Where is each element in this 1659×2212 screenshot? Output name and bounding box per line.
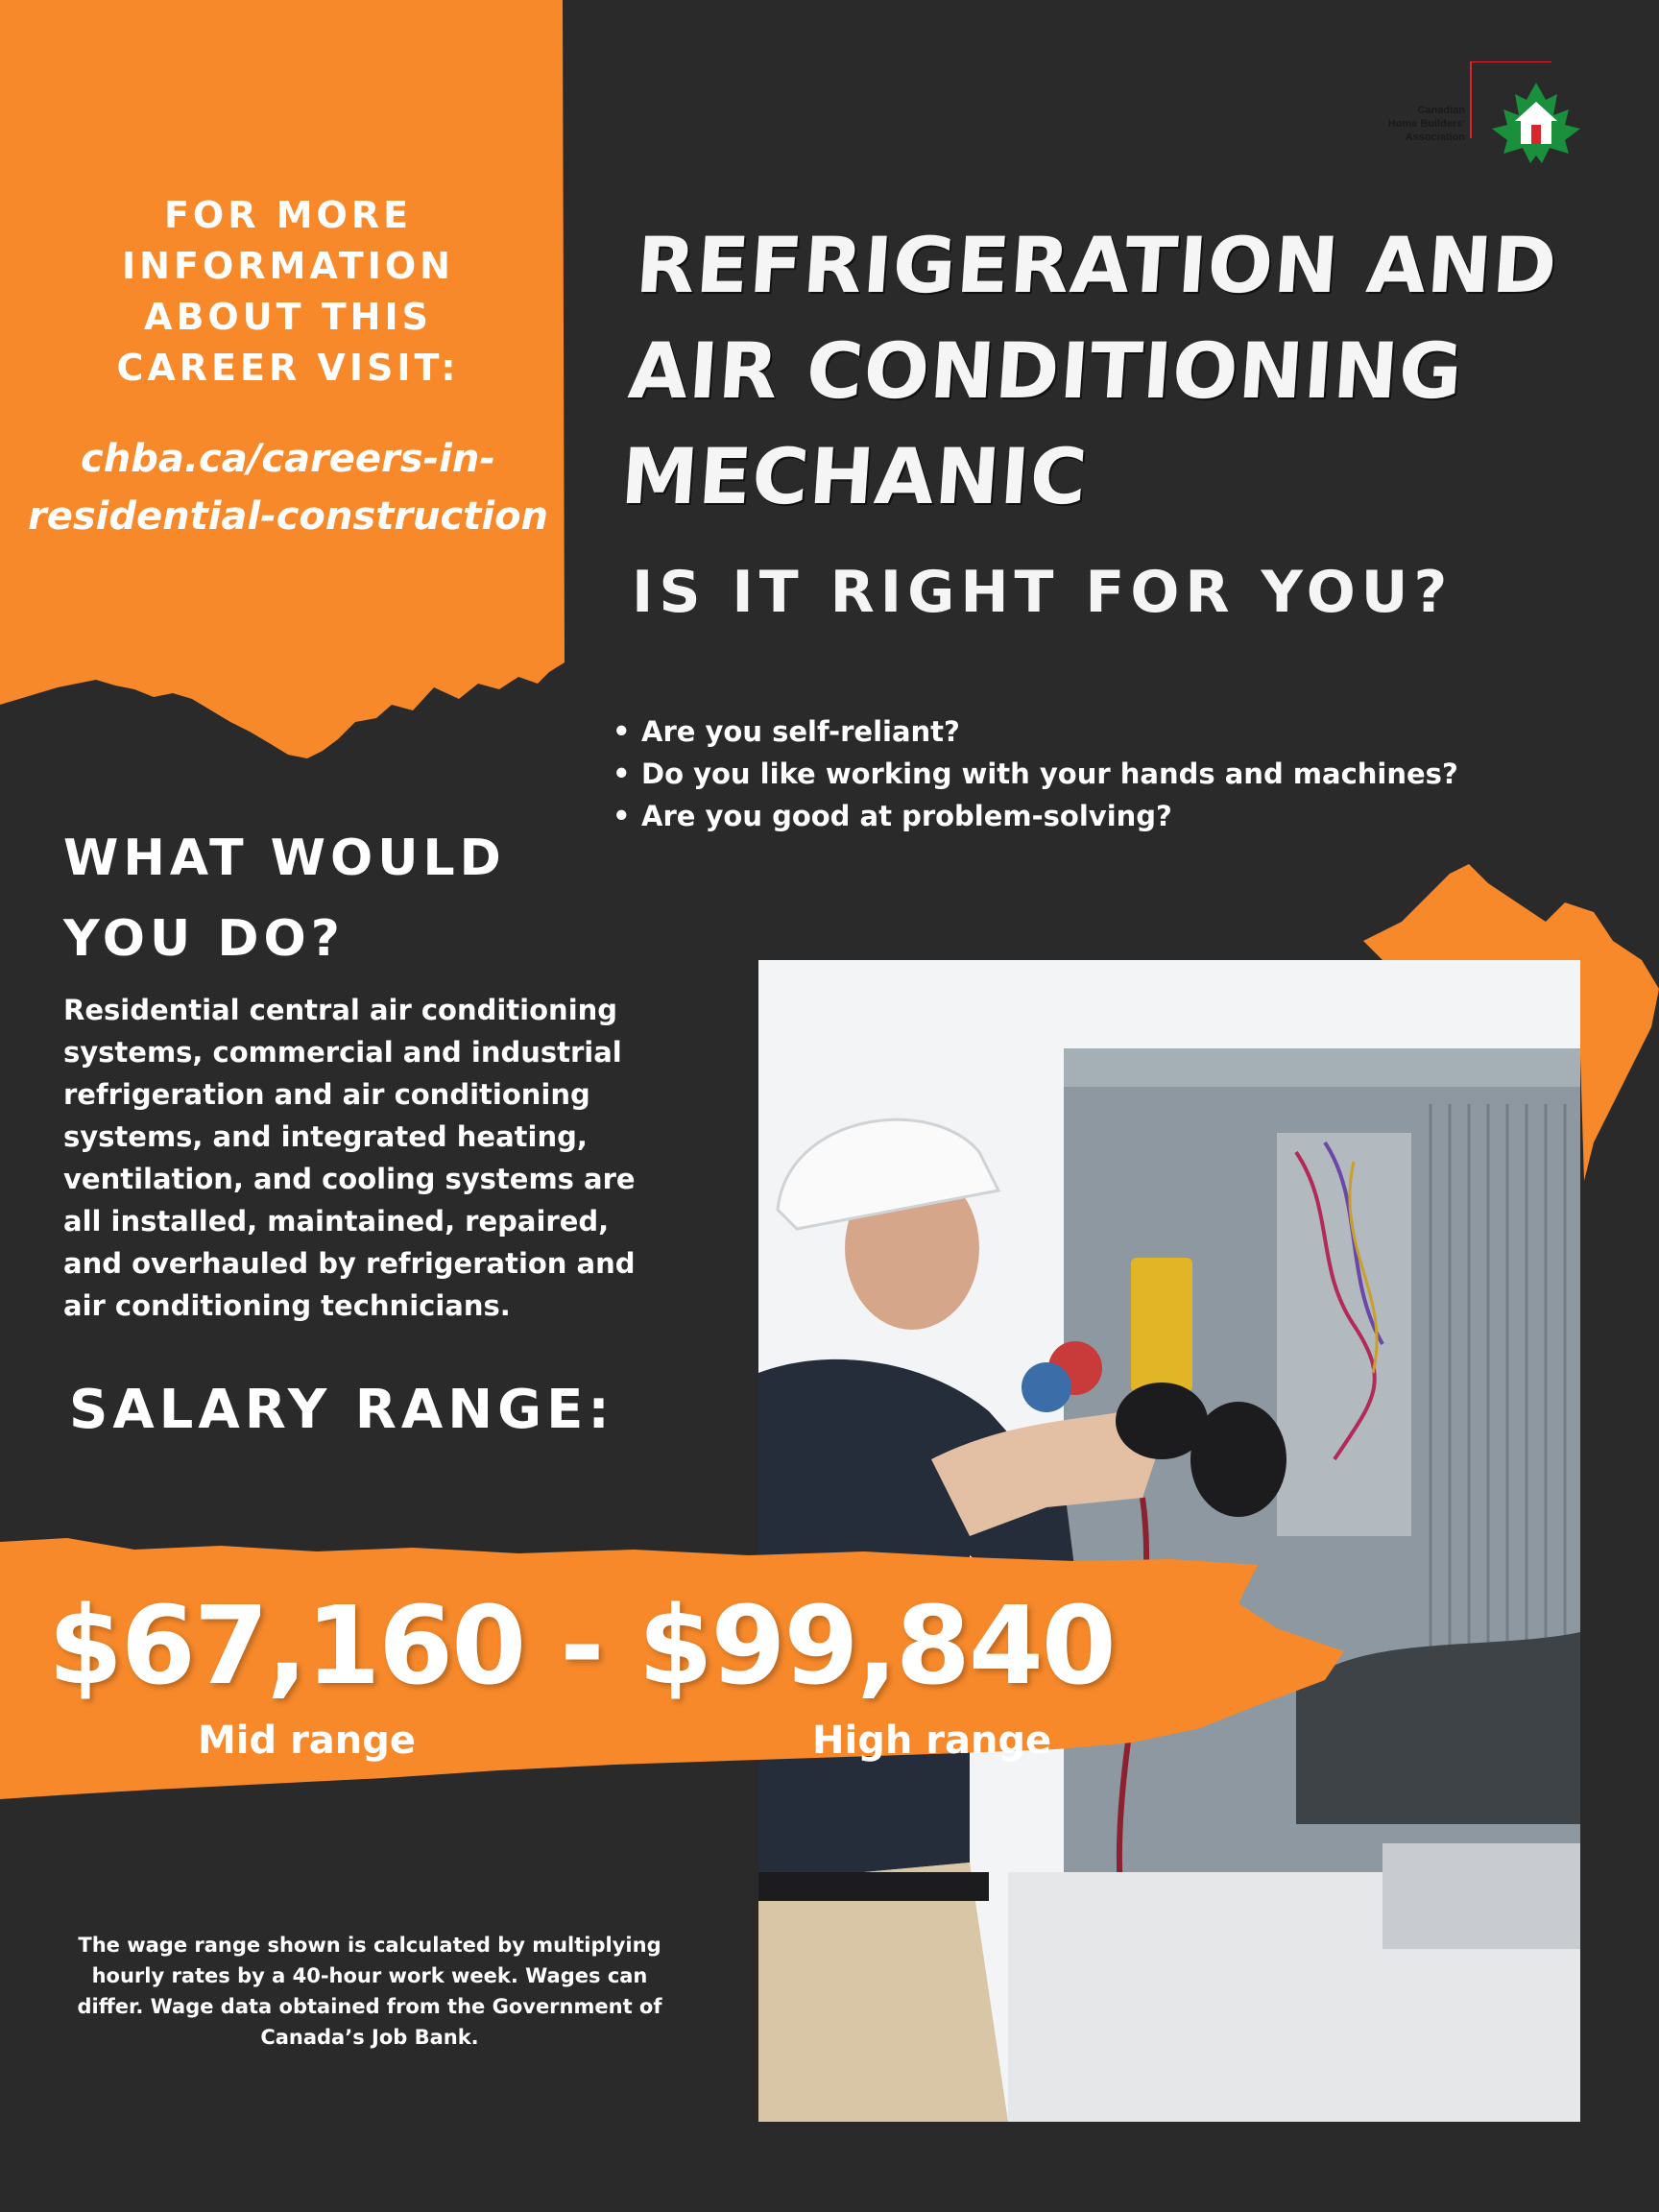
list-item: • Are you good at problem-solving?	[613, 800, 1172, 832]
page-title: REFRIGERATION AND AIR CONDITIONING MECHANIC	[618, 221, 1561, 521]
logo-text: Canadian Home Builders' Association	[1387, 105, 1465, 143]
what-would-you-do-body: Residential central air conditioning systems, commercial and industrial refrigeration and air conditioning systems, and integrated heating, ventilation, and cooling systems are all installed, maintained, repaired, and overhauled by refrigeration and air conditioning technicians.	[63, 994, 636, 1322]
page-subtitle: IS IT RIGHT FOR YOU?	[632, 559, 1454, 626]
wage-footnote: The wage range shown is calculated by multiplying hourly rates by a 40-hour work week. Wages can differ. Wage data obtained from the Government of Canada’s Job Bank.	[77, 1934, 662, 2049]
high-range-label: High range	[812, 1719, 1052, 1763]
career-link[interactable]: chba.ca/careers-in-residential-construction	[27, 437, 549, 539]
list-item: • Do you like working with your hands and machines?	[613, 757, 1458, 790]
info-heading: FOR MORE INFORMATION ABOUT THIS CAREER VISIT:	[116, 194, 460, 389]
maple-leaf-house-icon	[1492, 83, 1580, 163]
question-list	[613, 710, 1630, 837]
what-would-you-do-heading: WHAT WOULD YOU DO?	[63, 830, 506, 968]
salary-heading: SALARY RANGE:	[69, 1379, 614, 1441]
mid-range-label: Mid range	[198, 1719, 417, 1763]
list-item: • Are you self-reliant?	[613, 715, 960, 748]
salary-amount: $67,160 - $99,840	[48, 1584, 1115, 1709]
